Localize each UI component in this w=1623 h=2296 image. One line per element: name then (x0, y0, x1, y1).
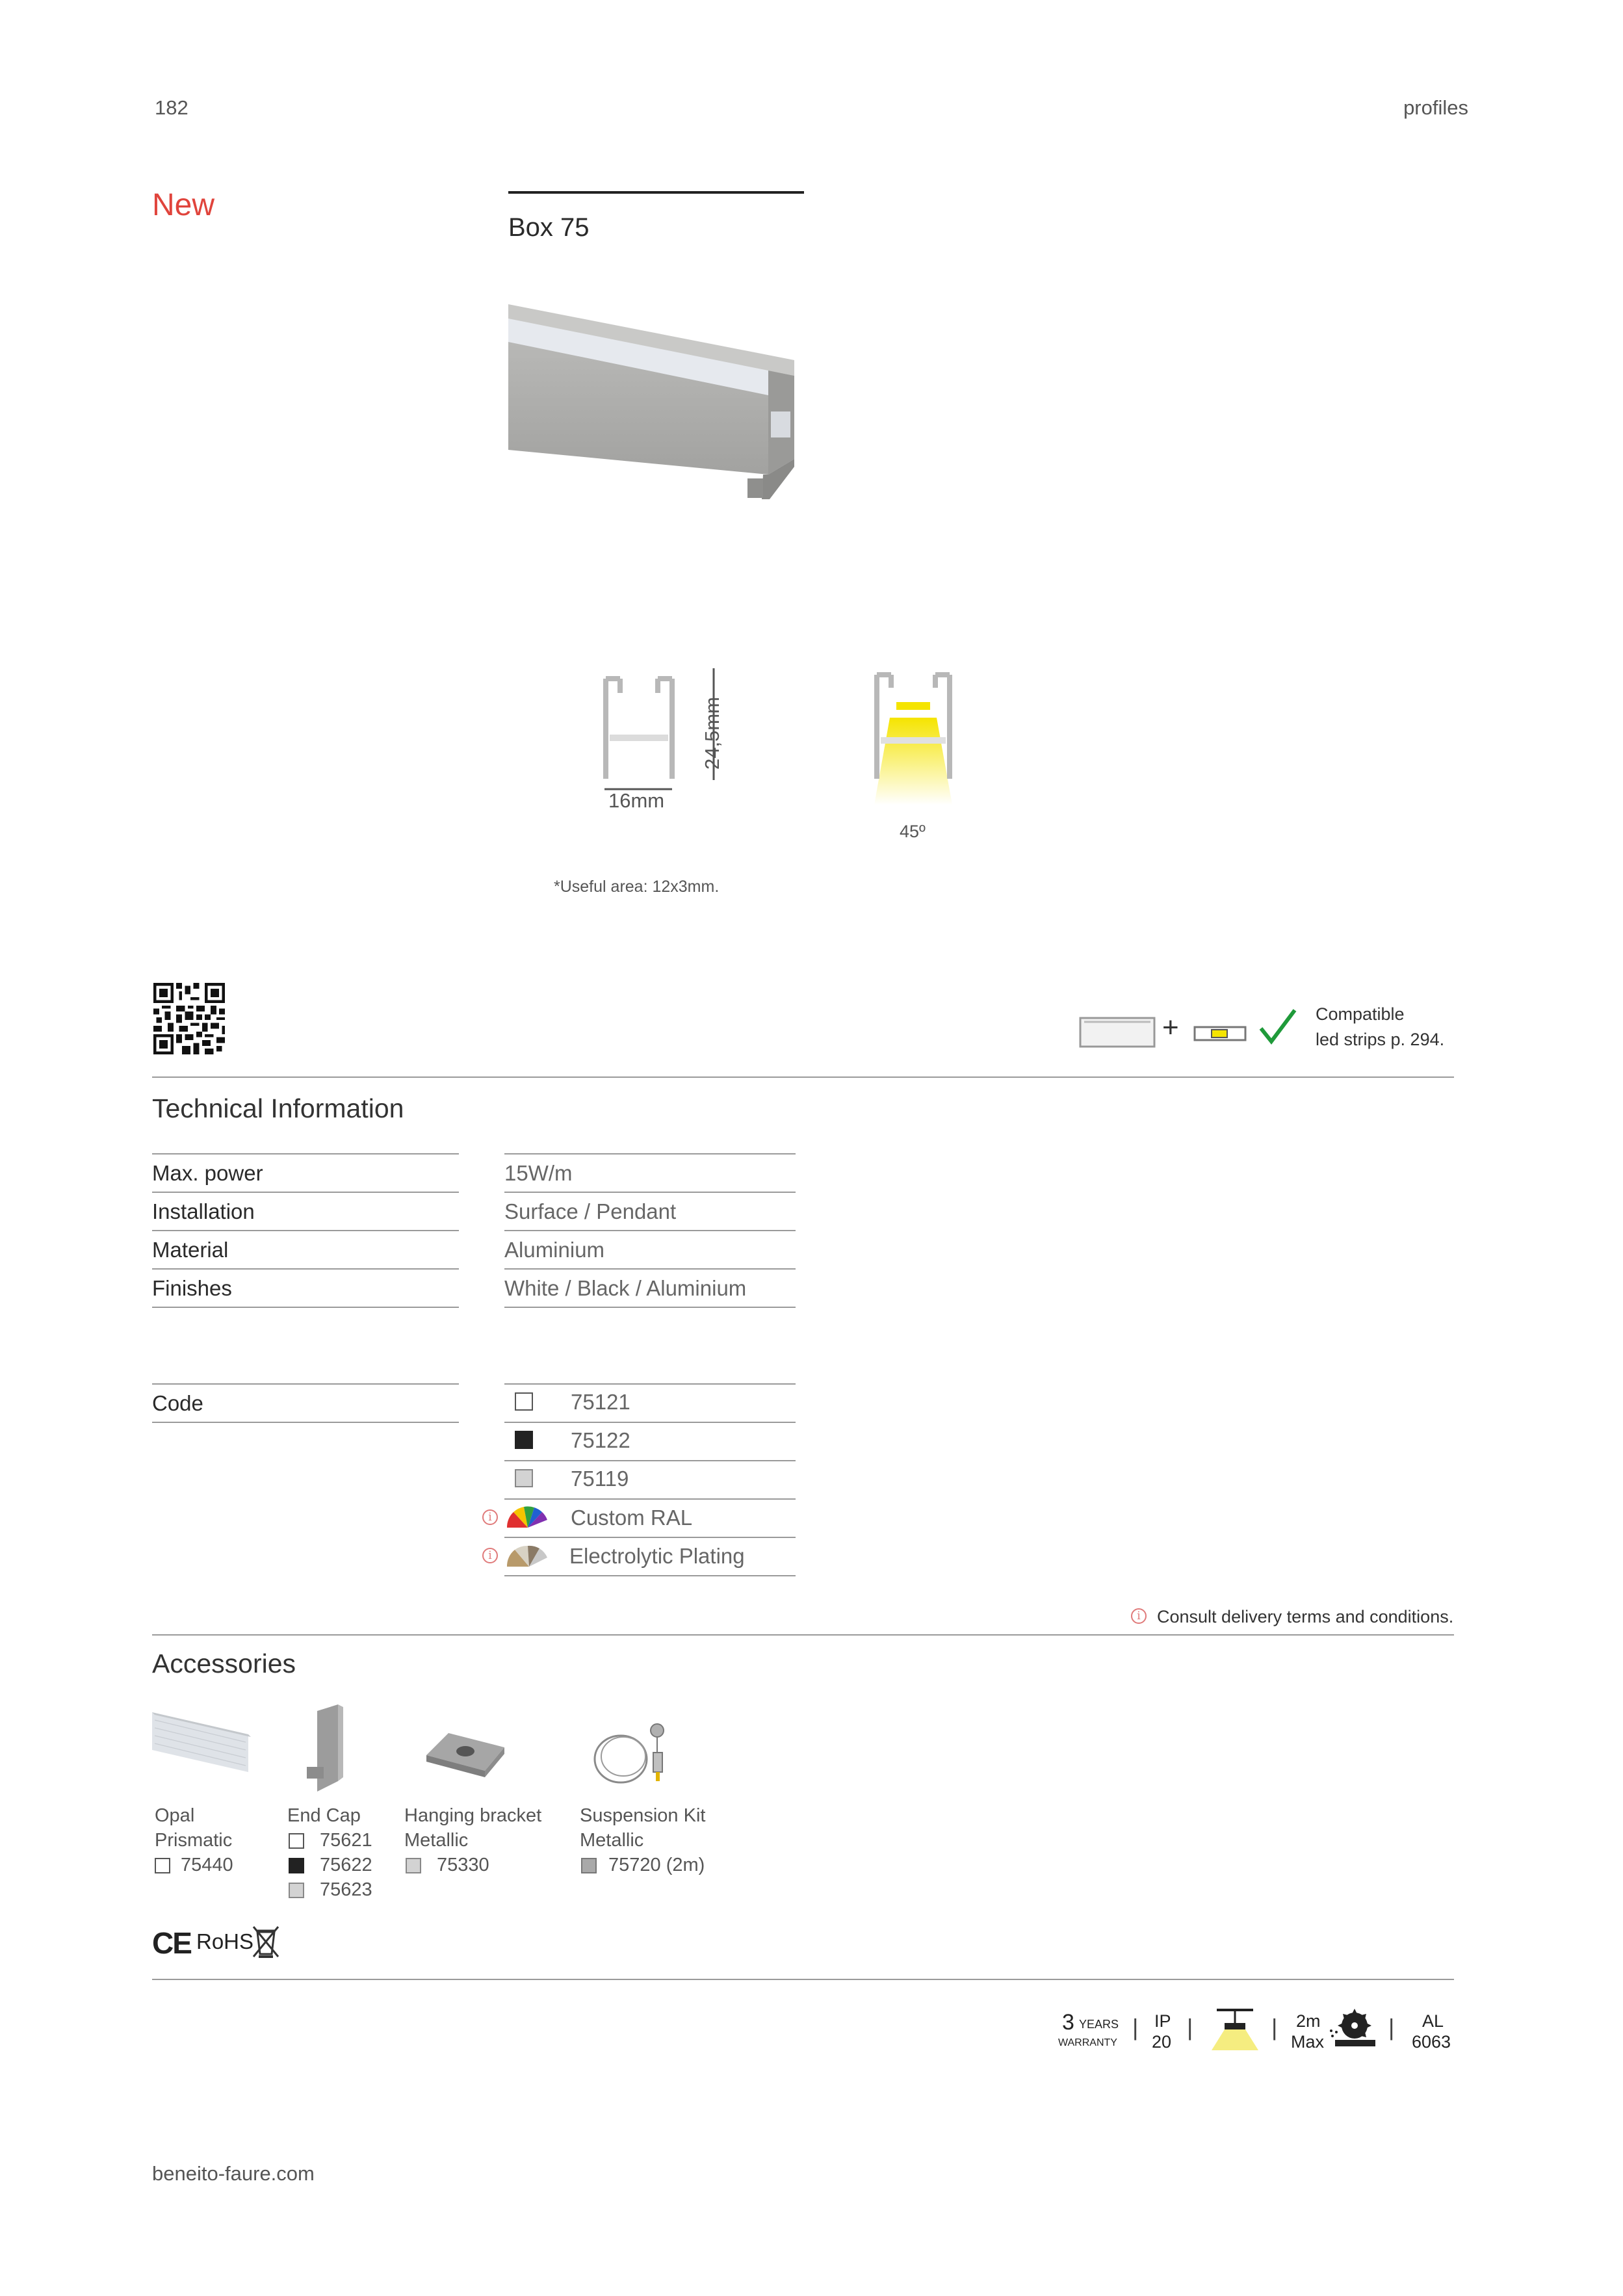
compatible-line2: led strips p. 294. (1316, 1030, 1445, 1049)
accessories-title: Accessories (152, 1649, 296, 1678)
accessory-bracket-code: 75330 (437, 1855, 489, 1875)
black-finish-swatch (289, 1858, 304, 1873)
accessory-endcap-name1: End Cap (287, 1805, 361, 1826)
info-icon[interactable]: i (482, 1548, 498, 1563)
section-divider (152, 1634, 1454, 1636)
code-row-rule (504, 1575, 796, 1576)
alloy-label: AL (1422, 2011, 1444, 2031)
spec-value-rule (504, 1268, 796, 1270)
cut-max: Max (1291, 2032, 1325, 2052)
spec-label-rule (152, 1230, 459, 1231)
spec-value-material: Aluminium (504, 1238, 605, 1262)
white-finish-swatch (515, 1392, 533, 1411)
spec-value-installation: Surface / Pendant (504, 1199, 677, 1223)
code-label: Code (152, 1391, 203, 1415)
section-divider (152, 1979, 1454, 1980)
accessory-suspension-name1: Suspension Kit (580, 1805, 706, 1826)
accessory-endcap-code-white: 75621 (320, 1830, 372, 1851)
saw-blade-icon (1329, 2006, 1375, 2052)
spec-label-rule (152, 1307, 459, 1308)
electrolytic-plating-icon (504, 1541, 550, 1568)
code-75122: 75122 (571, 1428, 630, 1452)
feature-separator: | (1132, 2014, 1139, 2041)
led-strip-icon (1193, 1024, 1247, 1043)
info-icon[interactable]: i (1131, 1608, 1147, 1624)
spec-value-max-power: 15W/m (504, 1161, 573, 1185)
consult-note: Consult delivery terms and conditions. (1157, 1607, 1454, 1626)
code-75121: 75121 (571, 1390, 630, 1414)
cut-length: 2m (1296, 2011, 1321, 2031)
white-finish-swatch (289, 1833, 304, 1849)
ip-value: 20 (1152, 2032, 1172, 2052)
alloy-value: 6063 (1412, 2032, 1451, 2052)
code-row-rule (504, 1460, 796, 1461)
ce-mark: CE (152, 1926, 191, 1960)
section-divider (152, 1076, 1454, 1078)
accessory-suspension-code: 75720 (2m) (608, 1855, 705, 1875)
feature-separator: | (1271, 2014, 1278, 2041)
code-row-rule (504, 1537, 796, 1538)
accessory-endcap-code-aluminium: 75623 (320, 1879, 372, 1900)
product-image (508, 304, 801, 519)
new-badge: New (152, 188, 215, 222)
rohs-mark: RoHS (196, 1929, 254, 1953)
spec-label-rule (152, 1192, 459, 1193)
code-electrolytic-plating: Electrolytic Plating (569, 1544, 745, 1568)
check-icon (1258, 1008, 1297, 1047)
end-cap-image (304, 1704, 351, 1793)
spec-value-rule (504, 1192, 796, 1193)
pendant-light-icon (1210, 2007, 1260, 2050)
spec-label-rule (152, 1153, 459, 1155)
spec-label-max-power: Max. power (152, 1161, 263, 1185)
aluminium-finish-swatch (406, 1858, 421, 1873)
ip-label: IP (1154, 2011, 1171, 2031)
spec-label-finishes: Finishes (152, 1276, 232, 1300)
accessory-suspension-name2: Metallic (580, 1830, 644, 1851)
aluminium-finish-swatch (581, 1858, 597, 1873)
compatible-line1: Compatible (1316, 1004, 1405, 1024)
warranty-label: WARRANTY (1058, 2037, 1117, 2048)
qr-code[interactable] (153, 983, 225, 1054)
accessory-opal-name2: Prismatic (155, 1830, 233, 1851)
accessory-bracket-name1: Hanging bracket (404, 1805, 542, 1826)
section-title: profiles (1403, 96, 1468, 119)
spec-value-rule (504, 1307, 796, 1308)
beam-angle-label: 45º (900, 822, 926, 841)
accessory-opal-code: 75440 (181, 1855, 233, 1875)
code-custom-ral: Custom RAL (571, 1506, 693, 1530)
weee-bin-icon (252, 1924, 279, 1959)
opal-prismatic-diffuser-image (151, 1707, 252, 1779)
spec-value-rule (504, 1153, 796, 1155)
profile-icon (1079, 1015, 1156, 1049)
ral-color-fan-icon (504, 1503, 550, 1529)
warranty-number: 3 (1062, 2010, 1074, 2035)
code-row-rule (504, 1422, 796, 1423)
code-row-rule (504, 1383, 796, 1385)
aluminium-finish-swatch (515, 1469, 533, 1487)
spec-label-material: Material (152, 1238, 229, 1262)
code-75119: 75119 (571, 1467, 629, 1491)
spec-value-finishes: White / Black / Aluminium (504, 1276, 747, 1300)
accessory-opal-name1: Opal (155, 1805, 195, 1826)
height-label: 24,5mm (700, 697, 723, 770)
spec-label-rule (152, 1268, 459, 1270)
feature-separator: | (1388, 2014, 1395, 2041)
technical-title: Technical Information (152, 1093, 404, 1123)
beam-angle-drawing (868, 668, 959, 818)
warranty-years: YEARS (1079, 2018, 1119, 2031)
useful-area-note: *Useful area: 12x3mm. (554, 878, 720, 896)
code-label-rule (152, 1422, 459, 1423)
white-finish-swatch (155, 1858, 170, 1873)
title-rule (508, 191, 804, 194)
footer-website[interactable]: beneito-faure.com (152, 2162, 315, 2185)
page-number: 182 (155, 96, 188, 119)
product-title: Box 75 (508, 213, 590, 242)
suspension-kit-image (588, 1716, 686, 1788)
accessory-bracket-name2: Metallic (404, 1830, 469, 1851)
feature-separator: | (1187, 2014, 1193, 2041)
plus-sign: + (1162, 1011, 1179, 1043)
aluminium-finish-swatch (289, 1883, 304, 1898)
hanging-bracket-image (422, 1729, 507, 1779)
info-icon[interactable]: i (482, 1509, 498, 1525)
spec-value-rule (504, 1230, 796, 1231)
black-finish-swatch (515, 1431, 533, 1449)
code-label-rule (152, 1383, 459, 1385)
accessory-endcap-code-black: 75622 (320, 1855, 372, 1875)
spec-label-installation: Installation (152, 1199, 255, 1223)
code-row-rule (504, 1498, 796, 1500)
width-label: 16mm (608, 789, 665, 812)
